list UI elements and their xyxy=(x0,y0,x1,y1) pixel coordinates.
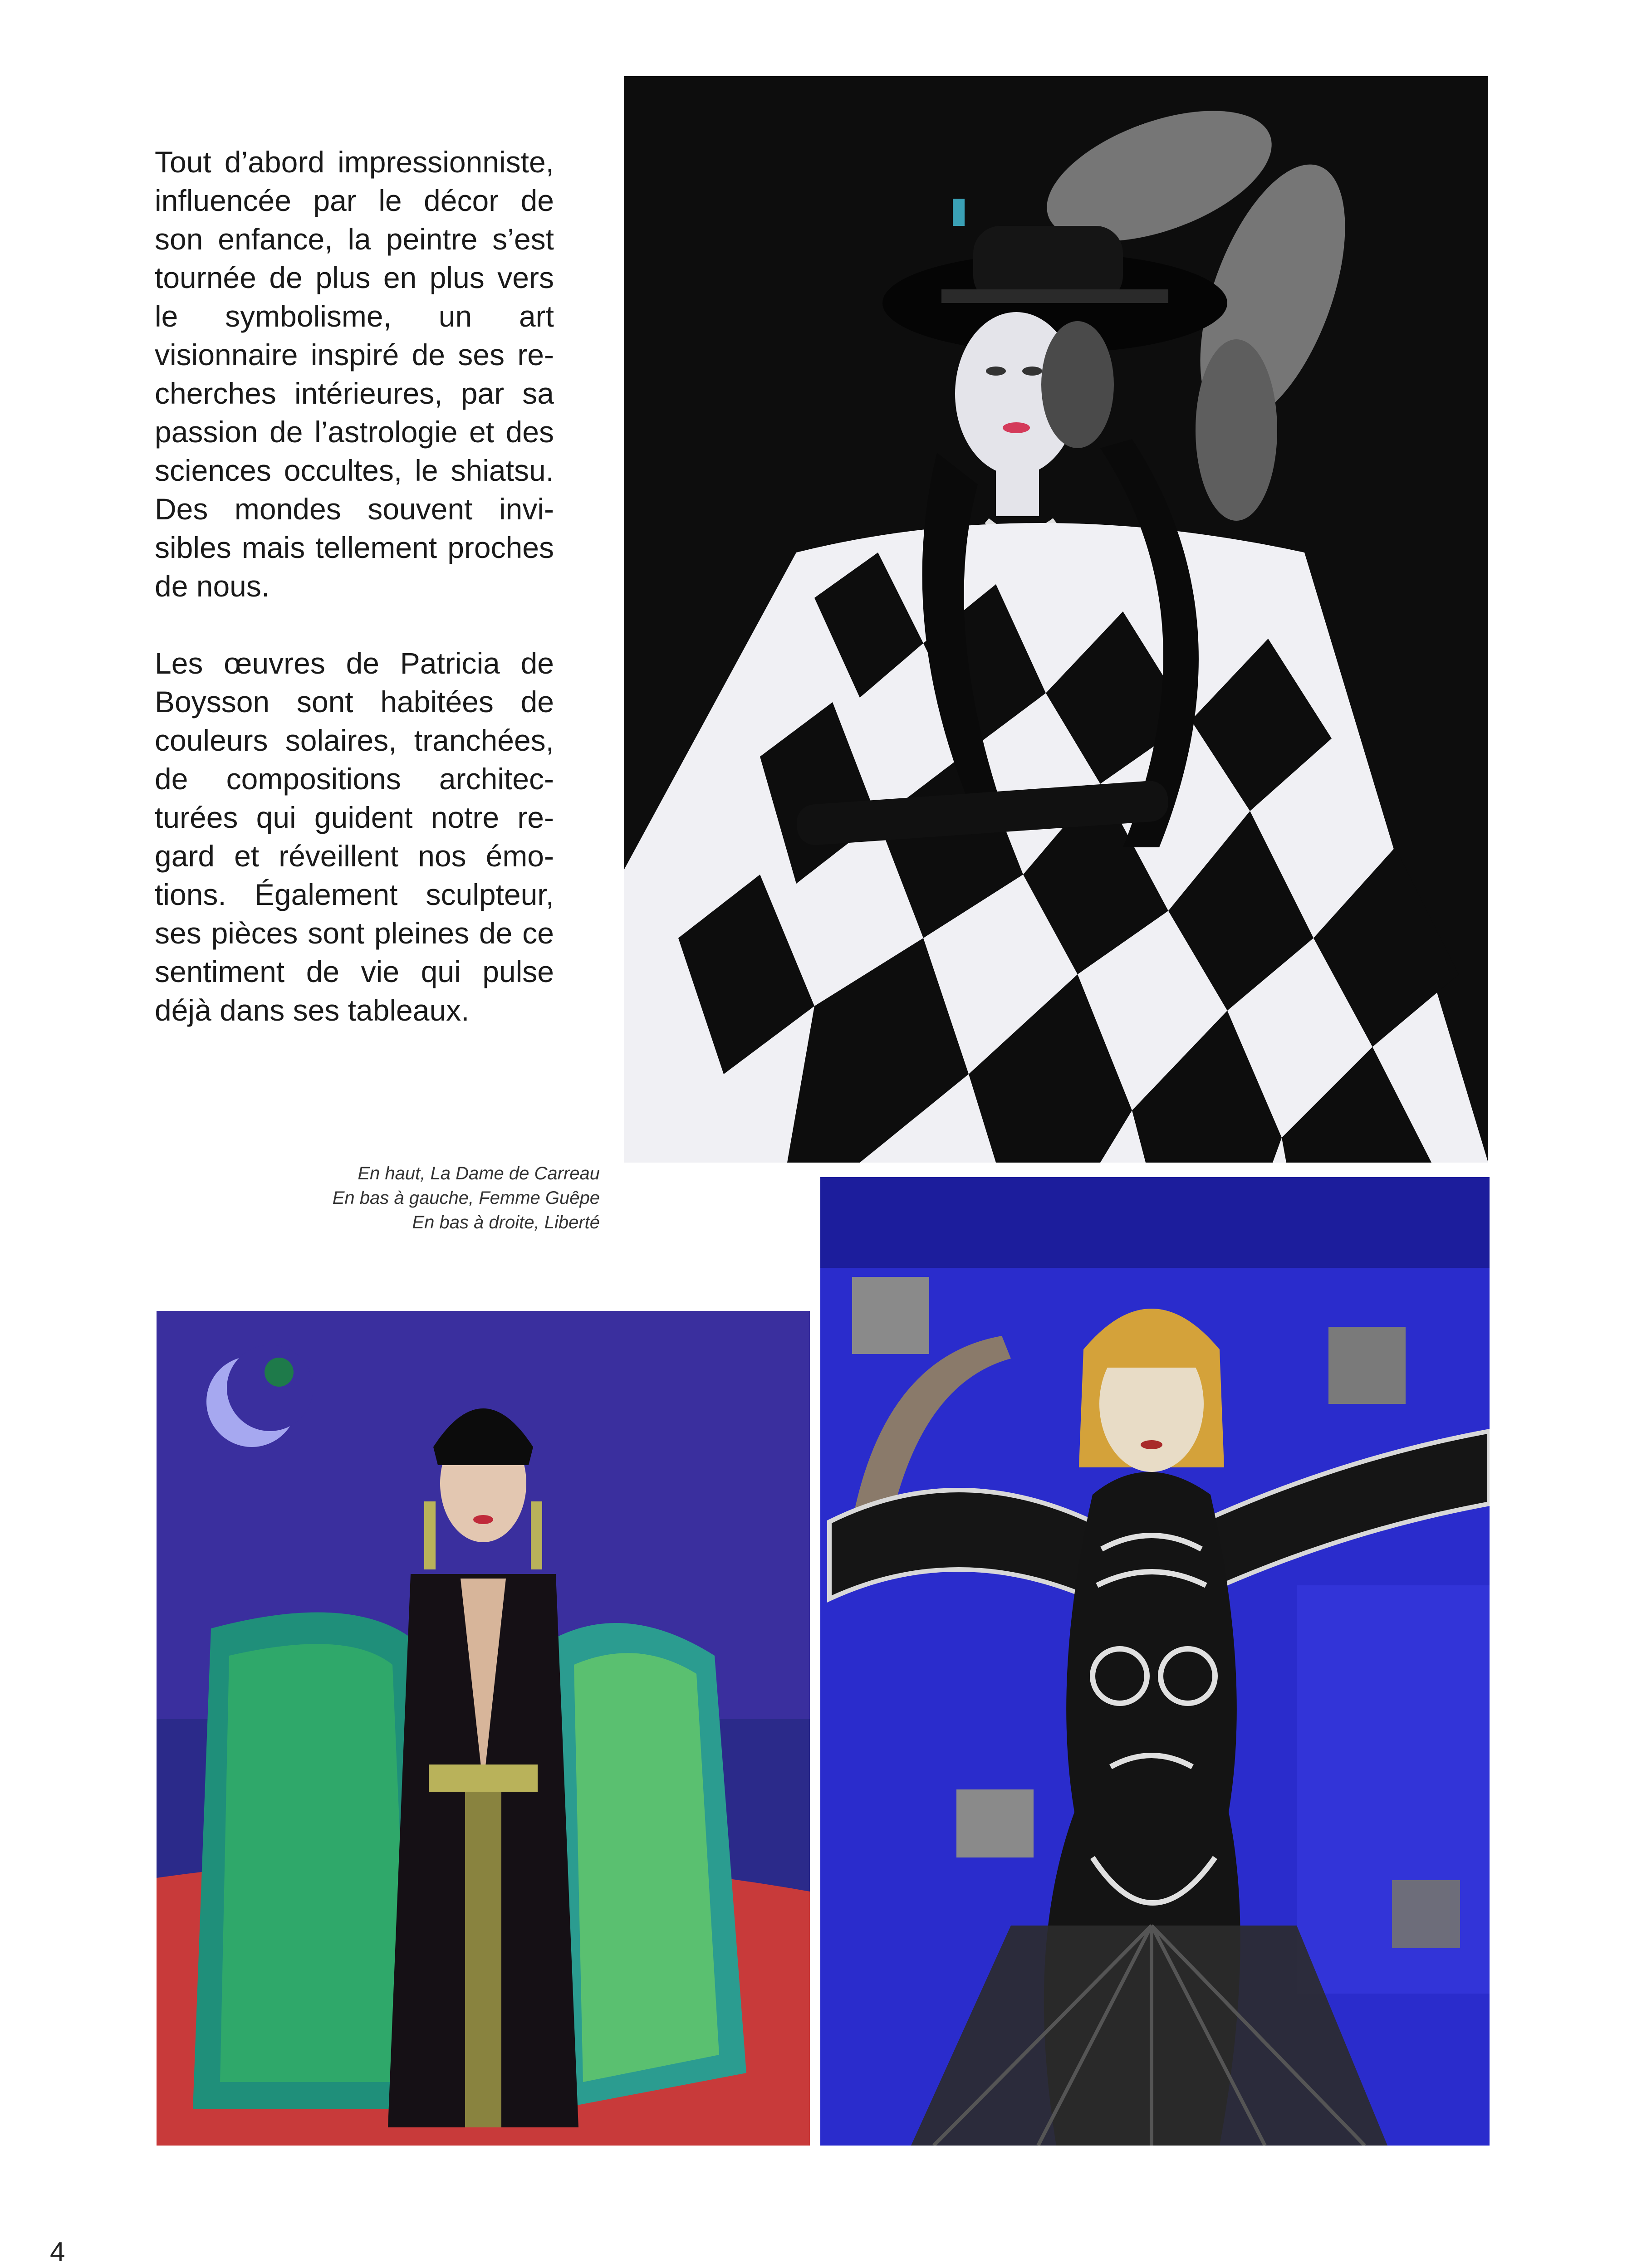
figure-caption xyxy=(191,1161,600,1235)
caption-line: En bas à gauche, Femme Guêpe xyxy=(332,1188,600,1208)
dame-de-carreau-image xyxy=(624,76,1488,1163)
painting-la-dame-de-carreau xyxy=(624,76,1488,1163)
caption-line: En haut, La Dame de Carreau xyxy=(358,1163,600,1183)
painting-femme-guepe xyxy=(157,1311,810,2146)
liberte-image xyxy=(820,1177,1490,2146)
painting-liberte xyxy=(820,1177,1490,2146)
article-text xyxy=(155,143,554,1068)
caption-line: En bas à droite, Liberté xyxy=(412,1212,600,1232)
page-number: 4 xyxy=(50,2237,65,2267)
article-paragraph: Tout d’abord impressionniste, influencée par le décor de son enfance, la peintre s’est tournée de plus en plus vers le symbolisme, un art visionnaire inspiré de ses recherches intérieures, par sa passion de l’astrologie et des sciences occultes, le shiatsu. Des mondes souvent invisibles mais tellement proches de nous. xyxy=(155,145,554,603)
article-paragraph: Les œuvres de Patricia de Boysson sont habitées de couleurs solaires, tranchées, de compositions architecturées qui guident notre regard et réveillent nos émotions. Également sculpteur, ses pièces sont pleines de ce sentiment de vie qui pulse déjà dans ses tableaux. xyxy=(155,646,554,1027)
femme-guepe-image xyxy=(157,1311,810,2146)
